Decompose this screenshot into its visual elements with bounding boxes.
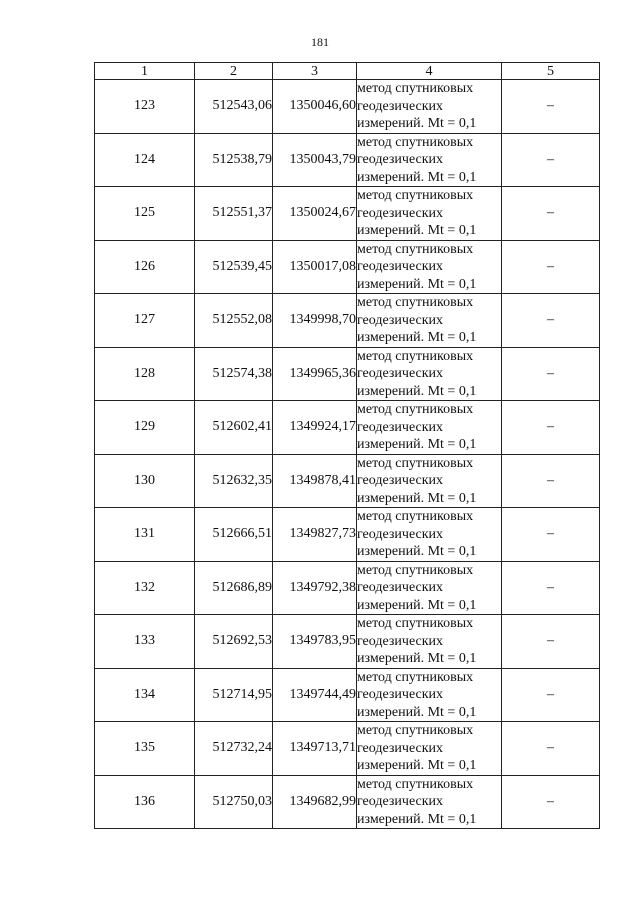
column-header: 1 <box>95 63 195 80</box>
method-cell <box>357 401 502 455</box>
table-row <box>95 80 600 134</box>
point-number-cell: 125 <box>95 187 195 241</box>
y-coordinate-cell: 1349783,95 <box>273 615 357 669</box>
y-coordinate-cell: 1350046,60 <box>273 80 357 134</box>
method-line: метод спутниковых <box>357 616 474 631</box>
y-coordinate-cell: 1349998,70 <box>273 294 357 348</box>
method-line: измерений. Mt = 0,1 <box>357 276 477 292</box>
point-number-cell: 130 <box>95 454 195 508</box>
x-coordinate-cell: 512551,37 <box>195 187 273 241</box>
method-line: геодезических <box>357 419 444 435</box>
table-row <box>95 240 600 294</box>
method-cell <box>357 187 502 241</box>
note-cell: – <box>502 347 600 401</box>
point-number-cell: 131 <box>95 508 195 562</box>
y-coordinate-cell: 1349965,36 <box>273 347 357 401</box>
method-line: метод спутниковых <box>357 348 474 364</box>
method-line: измерений. Mt = 0,1 <box>357 597 477 613</box>
note-cell: – <box>502 454 600 508</box>
method-cell <box>357 80 502 134</box>
method-cell <box>357 347 502 401</box>
note-cell: – <box>502 240 600 294</box>
table-row <box>95 775 600 829</box>
method-line: геодезических <box>357 259 444 274</box>
method-cell <box>357 508 502 562</box>
y-coordinate-cell: 1349878,41 <box>273 454 357 508</box>
point-number-cell: 132 <box>95 561 195 615</box>
note-cell: – <box>502 187 600 241</box>
y-coordinate-cell: 1350024,67 <box>273 187 357 241</box>
point-number-cell: 124 <box>95 133 195 187</box>
method-cell <box>357 722 502 776</box>
note-cell: – <box>502 561 600 615</box>
method-line: геодезических <box>357 580 444 595</box>
method-line: измерений. Mt = 0,1 <box>357 811 477 827</box>
y-coordinate-cell: 1349744,49 <box>273 668 357 722</box>
column-header: 4 <box>357 63 502 80</box>
method-line: метод спутниковых <box>357 562 474 578</box>
method-cell <box>357 668 502 722</box>
x-coordinate-cell: 512692,53 <box>195 615 273 669</box>
method-line: измерений. Mt = 0,1 <box>357 758 477 773</box>
method-cell <box>357 615 502 669</box>
x-coordinate-cell: 512602,41 <box>195 401 273 455</box>
x-coordinate-cell: 512686,89 <box>195 561 273 615</box>
table-header-row <box>95 63 600 80</box>
method-line: метод спутниковых <box>357 81 474 96</box>
method-line: геодезических <box>357 98 444 114</box>
method-line: метод спутниковых <box>357 776 474 792</box>
note-cell: – <box>502 401 600 455</box>
method-line: измерений. Mt = 0,1 <box>357 223 477 238</box>
x-coordinate-cell: 512732,24 <box>195 722 273 776</box>
method-cell <box>357 240 502 294</box>
note-cell: – <box>502 775 600 829</box>
table-row <box>95 133 600 187</box>
note-cell: – <box>502 80 600 134</box>
table-row <box>95 722 600 776</box>
table-row <box>95 615 600 669</box>
method-line: измерений. Mt = 0,1 <box>357 544 477 559</box>
method-line: измерений. Mt = 0,1 <box>357 169 477 185</box>
note-cell: – <box>502 508 600 562</box>
x-coordinate-cell: 512538,79 <box>195 133 273 187</box>
method-line: измерений. Mt = 0,1 <box>357 490 477 506</box>
method-cell <box>357 454 502 508</box>
column-header: 3 <box>273 63 357 80</box>
table-row <box>95 508 600 562</box>
table-row <box>95 668 600 722</box>
y-coordinate-cell: 1349792,38 <box>273 561 357 615</box>
method-line: геодезических <box>357 794 444 809</box>
y-coordinate-cell: 1349682,99 <box>273 775 357 829</box>
method-line: геодезических <box>357 312 444 328</box>
method-cell <box>357 561 502 615</box>
point-number-cell: 126 <box>95 240 195 294</box>
method-line: метод спутниковых <box>357 455 474 471</box>
method-line: метод спутниковых <box>357 295 474 310</box>
method-line: измерений. Mt = 0,1 <box>357 651 477 666</box>
y-coordinate-cell: 1349827,73 <box>273 508 357 562</box>
x-coordinate-cell: 512552,08 <box>195 294 273 348</box>
method-line: геодезических <box>357 740 444 756</box>
point-number-cell: 134 <box>95 668 195 722</box>
method-line: метод спутниковых <box>357 509 474 524</box>
column-header: 2 <box>195 63 273 80</box>
page-number: 181 <box>311 35 329 49</box>
note-cell: – <box>502 615 600 669</box>
method-line: измерений. Mt = 0,1 <box>357 383 477 399</box>
table-row <box>95 347 600 401</box>
method-line: измерений. Mt = 0,1 <box>357 704 477 720</box>
method-line: геодезических <box>357 687 444 702</box>
method-line: измерений. Mt = 0,1 <box>357 330 477 345</box>
method-line: метод спутниковых <box>357 723 474 738</box>
table-row <box>95 561 600 615</box>
note-cell: – <box>502 294 600 348</box>
method-cell <box>357 775 502 829</box>
x-coordinate-cell: 512543,06 <box>195 80 273 134</box>
point-number-cell: 136 <box>95 775 195 829</box>
x-coordinate-cell: 512632,35 <box>195 454 273 508</box>
method-line: геодезических <box>357 526 444 542</box>
method-line: метод спутниковых <box>357 188 474 203</box>
method-line: геодезических <box>357 633 444 649</box>
method-line: метод спутниковых <box>357 241 474 257</box>
x-coordinate-cell: 512750,03 <box>195 775 273 829</box>
method-cell <box>357 294 502 348</box>
y-coordinate-cell: 1350017,08 <box>273 240 357 294</box>
note-cell: – <box>502 133 600 187</box>
point-number-cell: 127 <box>95 294 195 348</box>
method-line: метод спутниковых <box>357 134 474 150</box>
point-number-cell: 128 <box>95 347 195 401</box>
x-coordinate-cell: 512539,45 <box>195 240 273 294</box>
method-line: метод спутниковых <box>357 669 474 685</box>
method-line: метод спутниковых <box>357 402 474 417</box>
method-line: измерений. Mt = 0,1 <box>357 116 477 131</box>
point-number-cell: 133 <box>95 615 195 669</box>
method-line: геодезических <box>357 205 444 221</box>
x-coordinate-cell: 512574,38 <box>195 347 273 401</box>
table-row <box>95 454 600 508</box>
point-number-cell: 123 <box>95 80 195 134</box>
point-number-cell: 129 <box>95 401 195 455</box>
method-line: геодезических <box>357 366 444 381</box>
x-coordinate-cell: 512666,51 <box>195 508 273 562</box>
table-row <box>95 294 600 348</box>
column-header: 5 <box>502 63 600 80</box>
table-row <box>95 401 600 455</box>
method-line: измерений. Mt = 0,1 <box>357 437 477 452</box>
point-number-cell: 135 <box>95 722 195 776</box>
y-coordinate-cell: 1349924,17 <box>273 401 357 455</box>
y-coordinate-cell: 1350043,79 <box>273 133 357 187</box>
table-row <box>95 187 600 241</box>
table-body <box>95 80 600 829</box>
note-cell: – <box>502 668 600 722</box>
method-line: геодезических <box>357 152 444 167</box>
x-coordinate-cell: 512714,95 <box>195 668 273 722</box>
note-cell: – <box>502 722 600 776</box>
method-line: геодезических <box>357 473 444 488</box>
y-coordinate-cell: 1349713,71 <box>273 722 357 776</box>
coordinates-table <box>94 62 600 829</box>
method-cell <box>357 133 502 187</box>
